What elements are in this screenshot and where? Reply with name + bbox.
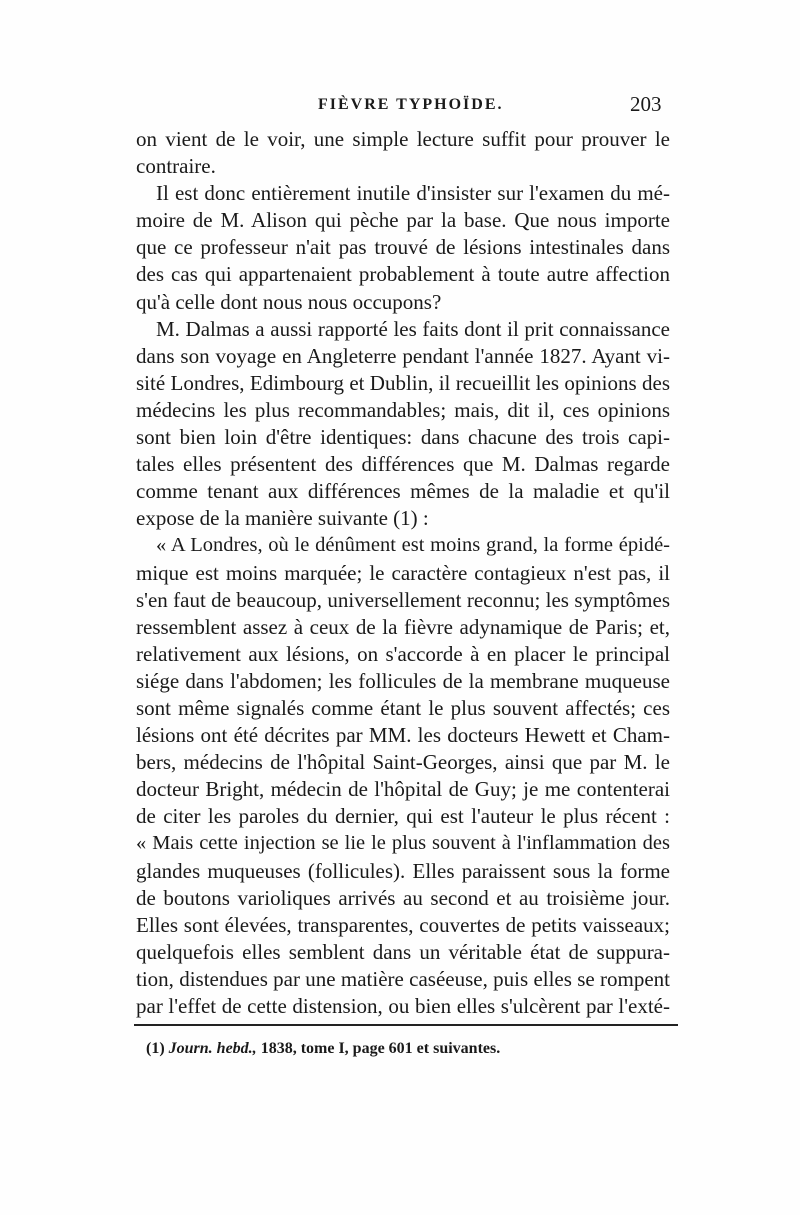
- text-line: de citer les paroles du dernier, qui est l'auteur le plus récent :: [136, 804, 670, 829]
- paragraph-start-line: M. Dalmas a aussi rapporté les faits dont il prit connaissance: [156, 316, 670, 341]
- text-line: siége dans l'abdomen; les follicules de la membrane muqueuse: [136, 668, 670, 693]
- footnote-marker: (1): [146, 1040, 165, 1057]
- text-line: lésions ont été décrites par MM. les docteurs Hewett et Cham-: [136, 723, 670, 748]
- text-line: contraire.: [136, 154, 216, 179]
- text-line: sont bien loin d'être identiques: dans chacune des trois capi-: [136, 425, 670, 450]
- text-line: par l'effet de cette distension, ou bien elles s'ulcèrent par l'exté-: [136, 994, 670, 1018]
- paragraph-start-line: Il est donc entièrement inutile d'insister sur l'examen du mé-: [156, 181, 670, 206]
- text-line: s'en faut de beaucoup, universellement reconnu; les symptômes: [136, 587, 670, 612]
- text-line: des cas qui appartenaient probablement à toute autre affection: [136, 262, 670, 287]
- text-line: tales elles présentent des différences que M. Dalmas regarde: [136, 452, 670, 477]
- text-line: docteur Bright, médecin de l'hôpital de Guy; je me contenterai: [136, 777, 670, 802]
- text-line: dans son voyage en Angleterre pendant l'année 1827. Ayant vi-: [136, 343, 670, 368]
- text-line: expose de la manière suivante (1) :: [136, 506, 429, 531]
- text-line: sont même signalés comme étant le plus souvent affectés; ces: [136, 695, 670, 720]
- footnote-journal: Journ. hebd.,: [168, 1040, 257, 1057]
- text-line: relativement aux lésions, on s'accorde à en placer le principal: [136, 641, 670, 666]
- text-line: qu'à celle dont nous nous occupons?: [136, 289, 442, 314]
- text-line: ressemblent assez à ceux de la fièvre adynamique de Paris; et,: [136, 614, 670, 639]
- text-line: tion, distendues par une matière caséeuse, puis elles se rompent: [136, 966, 670, 991]
- text-line: bers, médecins de l'hôpital Saint-Georges, ainsi que par M. le: [136, 750, 670, 775]
- running-header: FIÈVRE TYPHOÏDE.: [318, 96, 504, 113]
- text-line: comme tenant aux différences mêmes de la maladie et qu'il: [136, 479, 670, 504]
- text-line: de boutons varioliques arrivés au second et au troisième jour.: [136, 885, 670, 910]
- footnote-divider: [134, 1024, 678, 1026]
- text-line: mique est moins marquée; le caractère contagieux n'est pas, il: [136, 560, 670, 585]
- quote-start-line: « Mais cette injection se lie le plus souvent à l'inflammation des: [136, 832, 670, 855]
- body-text: [136, 126, 670, 1020]
- text-line: glandes muqueuses (follicules). Elles paraissent sous la forme: [136, 858, 670, 883]
- text-line: sité Londres, Edimbourg et Dublin, il recueillit les opinions des: [136, 370, 670, 395]
- footnote-reference: 1838, tome I, page 601 et suivantes.: [260, 1040, 501, 1057]
- text-line: Elles sont élevées, transparentes, couvertes de petits vaisseaux;: [136, 912, 670, 937]
- text-line: quelquefois elles semblent dans un véritable état de suppura-: [136, 939, 670, 964]
- text-line: que ce professeur n'ait pas trouvé de lésions intestinales dans: [136, 235, 670, 260]
- text-line: médecins les plus recommandables; mais, dit il, ces opinions: [136, 397, 670, 422]
- text-line: moire de M. Alison qui pèche par la base. Que nous importe: [136, 208, 670, 233]
- page-number: 203: [630, 92, 662, 116]
- text-line: on vient de le voir, une simple lecture suffit pour prouver le: [136, 127, 670, 151]
- footnote: [146, 1040, 500, 1058]
- quote-start-line: « A Londres, où le dénûment est moins grand, la forme épidé-: [156, 534, 670, 557]
